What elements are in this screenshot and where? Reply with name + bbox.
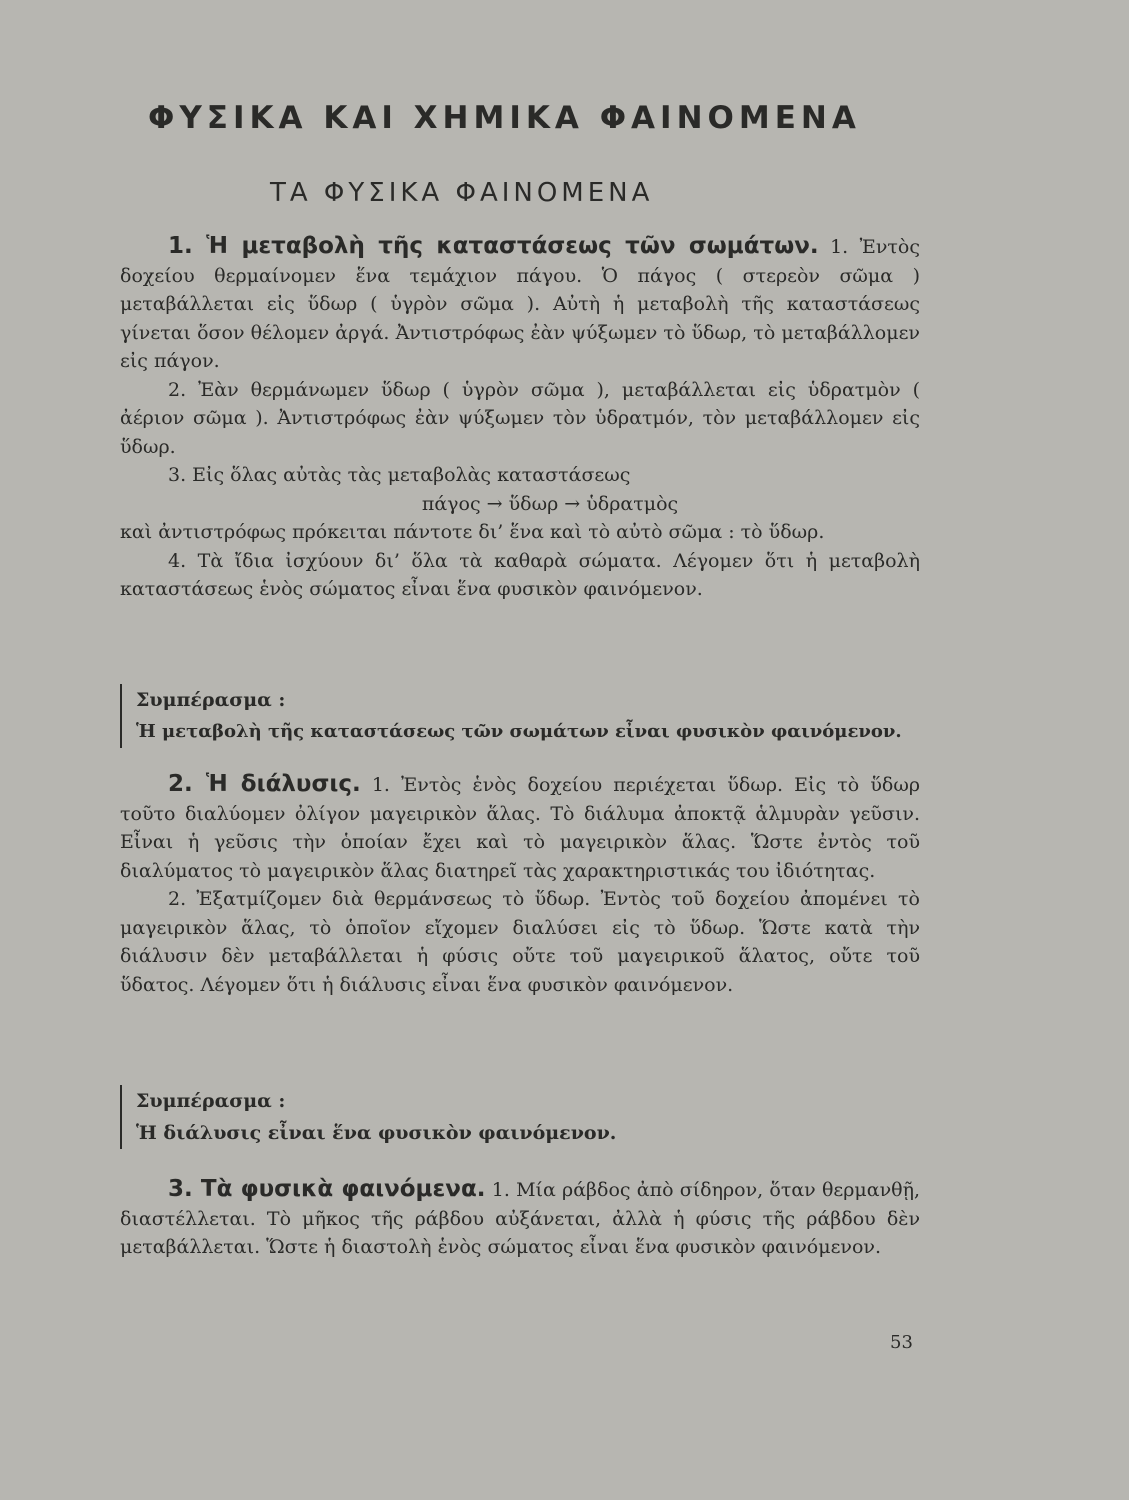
page-number: 53 xyxy=(890,1332,913,1353)
chapter-title: ΦΥΣΙΚΑ ΚΑΙ ΧΗΜΙΚΑ ΦΑΙΝΟΜΕΝΑ xyxy=(148,100,861,136)
section-2-paragraph-2: 2. Ἐξατμίζομεν διὰ θερμάνσεως τὸ ὕδωρ. Ἐντὸς τοῦ δοχείου ἀπομένει τὸ μαγειρικὸν ἅλας, τὸ ὁποῖον εἴχομεν διαλύσει εἰς τὸ ὕδωρ. Ὥστε κατὰ τὴν διάλυσιν δὲν μεταβάλλεται ἡ φύσις οὔτε τοῦ μαγειρικοῦ ἅλατος, οὔτε τοῦ ὕδατος. Λέγομεν ὅτι ἡ διάλυσις εἶναι ἕνα φυσικὸν φαινόμενον. xyxy=(120,888,920,996)
section-2-paragraph-1 xyxy=(120,770,920,885)
section-2-text-1: 1. Ἐντὸς ἑνὸς δοχείου περιέχεται ὕδωρ. Εἰς τὸ ὕδωρ τοῦτο διαλύομεν ὀλίγον μαγειρικὸν ἅλας. Τὸ διάλυμα ἀποκτᾷ ἁλμυρὰν γεῦσιν. Εἶναι ἡ γεῦσις τὴν ὁποίαν ἔχει καὶ τὸ μαγειρικὸν ἅλας. Ὥστε ἐντὸς τοῦ διαλύματος τὸ μαγειρικὸν ἅλας διατηρεῖ τὰς χαρακτηριστικάς του ἰδιότητας. xyxy=(120,774,920,882)
section-2-heading: 2. Ἡ διάλυσις. xyxy=(168,771,361,797)
section-1-paragraph-3: 3. Εἰς ὅλας αὐτὰς τὰς μεταβολὰς καταστάσεως xyxy=(168,464,631,486)
section-1-paragraph-3b: καὶ ἀντιστρόφως πρόκειται πάντοτε δι’ ἕνα καὶ τὸ αὐτὸ σῶμα : τὸ ὕδωρ. xyxy=(120,521,825,543)
section-3 xyxy=(120,1175,920,1262)
section-1-paragraph-2: 2. Ἐὰν θερμάνωμεν ὕδωρ ( ὑγρὸν σῶμα ), μεταβάλλεται εἰς ὑδρατμὸν ( ἀέριον σῶμα ). Ἀντιστρόφως ἐὰν ψύξωμεν τὸν ὑδρατμόν, τὸν μεταβάλλομεν εἰς ὕδωρ. xyxy=(120,378,920,458)
state-change-formula: πάγος → ὕδωρ → ὑδρατμὸς xyxy=(421,492,679,515)
section-3-paragraph-1 xyxy=(120,1175,920,1262)
conclusion-box-1 xyxy=(120,684,936,748)
section-1-paragraph-4: 4. Τὰ ἴδια ἰσχύουν δι’ ὅλα τὰ καθαρὰ σώματα. Λέγομεν ὅτι ἡ μεταβολὴ καταστάσεως ἑνὸς σώματος εἶναι ἕνα φυσικὸν φαινόμενον. xyxy=(120,549,920,600)
section-1-text-1: 1. Ἐντὸς δοχείου θερμαίνομεν ἕνα τεμάχιον πάγου. Ὁ πάγος ( στερεὸν σῶμα ) μεταβάλλεται εἰς ὕδωρ ( ὑγρὸν σῶμα ). Αὐτὴ ἡ μεταβολὴ τῆς καταστάσεως γίνεται ὅσον θέλομεν ἀργά. Ἀντιστρόφως ἐὰν ψύξωμεν τὸ ὕδωρ, τὸ μεταβάλλομεν εἰς πάγον. xyxy=(120,236,920,372)
conclusion-box-2 xyxy=(120,1085,736,1149)
section-title: ΤΑ ΦΥΣΙΚΑ ΦΑΙΝΟΜΕΝΑ xyxy=(270,178,654,208)
conclusion-label-1: Συμπέρασμα : xyxy=(136,689,286,711)
conclusion-label-2: Συμπέρασμα : xyxy=(136,1090,286,1112)
section-3-text-1: 1. Μία ράβδος ἀπὸ σίδηρον, ὅταν θερμανθῇ, διαστέλλεται. Τὸ μῆκος τῆς ράβδου αὐξάνεται, ἀλλὰ ἡ φύσις τῆς ράβδου δὲν μεταβάλλεται. Ὥστε ἡ διαστολὴ ἑνὸς σώματος εἶναι ἕνα φυσικὸν φαινόμενον. xyxy=(120,1179,920,1258)
section-1-paragraph-1 xyxy=(120,232,920,376)
conclusion-text-1: Ἡ μεταβολὴ τῆς καταστάσεως τῶν σωμάτων εἶναι φυσικὸν φαινόμενον. xyxy=(136,721,902,742)
conclusion-text-2: Ἡ διάλυσις εἶναι ἕνα φυσικὸν φαινόμενον. xyxy=(136,1122,617,1144)
section-1-heading: 1. Ἡ μεταβολὴ τῆς καταστάσεως τῶν σωμάτων. xyxy=(168,233,819,259)
section-2 xyxy=(120,770,920,999)
section-1 xyxy=(120,232,920,604)
section-3-heading: 3. Τὰ φυσικὰ φαινόμενα. xyxy=(168,1176,486,1202)
